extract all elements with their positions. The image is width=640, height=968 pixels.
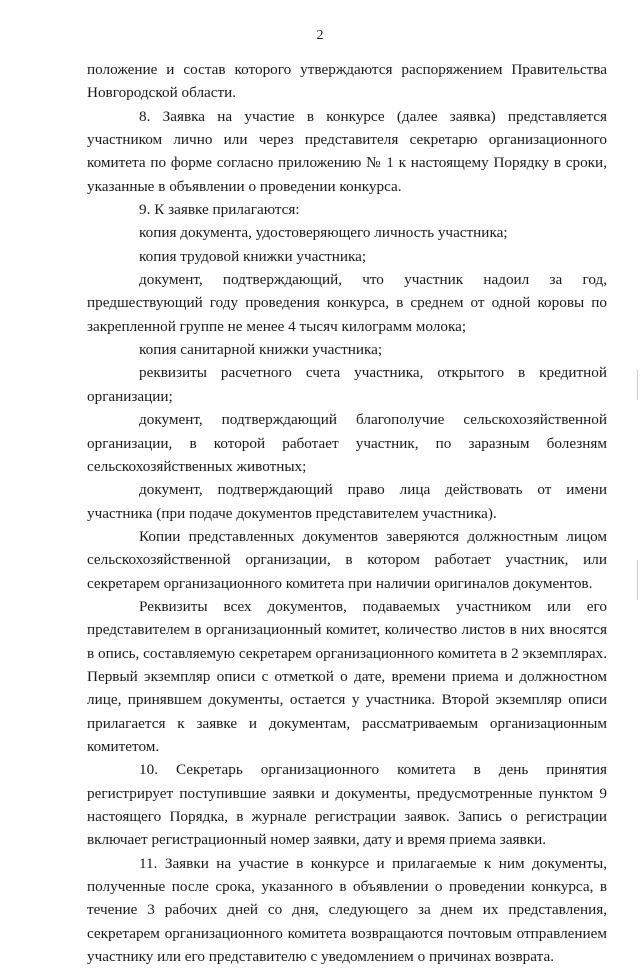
scan-edge-mark	[637, 560, 638, 600]
document-body	[87, 58, 607, 968]
list-item-milk-yield-document: документ, подтверждающий, что участник надоил за год, предшествующий году проведения конкурса, в среднем от одной коровы по закрепленной группе не менее 4 тысяч килограмм молока;	[87, 271, 607, 335]
paragraph-continuation: положение и состав которого утверждаются распоряжением Правительства Новгородской области.	[87, 61, 607, 102]
paragraph-inventory: Реквизиты всех документов, подаваемых участником или его представителем в организационный комитет, количество листов в них вносятся в опись, составляемую секретарем организационного комитета в 2 экземплярах. Первый экземпляр описи с отметкой о дате, времени приема и должностном лице, принявшем документы, остается у участника. Второй экземпляр описи прилагается к заявке и документам, рассматриваемым организационным комитетом.	[87, 597, 607, 755]
list-item-authority-document: документ, подтверждающий право лица действовать от имени участника (при подаче документов представителем участника).	[87, 481, 607, 522]
paragraph-item-11: 11. Заявки на участие в конкурсе и прилагаемые к ним документы, полученные после срока, указанного в объявлении о проведении конкурса, в течение 3 рабочих дней со дня, следующего за днем их представления, секретарем организационного комитета возвращаются почтовым отправлением участнику или его представителю с уведомлением о причинах возврата.	[87, 854, 607, 966]
paragraph-copies-certification: Копии представленных документов заверяются должностным лицом сельскохозяйственной организации, в котором работает участник, или секретарем организационного комитета при наличии оригиналов документов.	[87, 527, 607, 592]
paragraph-item-9: 9. К заявке прилагаются:	[139, 201, 300, 219]
scan-edge-mark	[637, 370, 638, 400]
paragraph-item-10: 10. Секретарь организационного комитета в день принятия регистрирует поступившие заявки и документы, предусмотренные пунктом 9 настоящего Порядка, в журнале регистрации заявок. Запись о регистрации включает регистрационный номер заявки, дату и время приема заявки.	[87, 761, 607, 849]
list-item-sanitary-book-copy: копия санитарной книжки участника;	[139, 341, 383, 359]
list-item-work-book-copy: копия трудовой книжки участника;	[139, 247, 367, 265]
list-item-identity-copy: копия документа, удостоверяющего личность участника;	[139, 224, 508, 242]
page-number: 2	[316, 28, 324, 43]
list-item-wellbeing-document: документ, подтверждающий благополучие сельскохозяйственной организации, в которой работает участник, по заразным болезням сельскохозяйственных животных;	[87, 411, 607, 475]
paragraph-item-8: 8. Заявка на участие в конкурсе (далее заявка) представляется участником лично или через представителя секретарю организационного комитета по форме согласно приложению № 1 к настоящему Порядку в сроки, указанные в объявлении о проведении конкурса.	[87, 107, 607, 195]
list-item-bank-details: реквизиты расчетного счета участника, открытого в кредитной организации;	[87, 364, 607, 405]
